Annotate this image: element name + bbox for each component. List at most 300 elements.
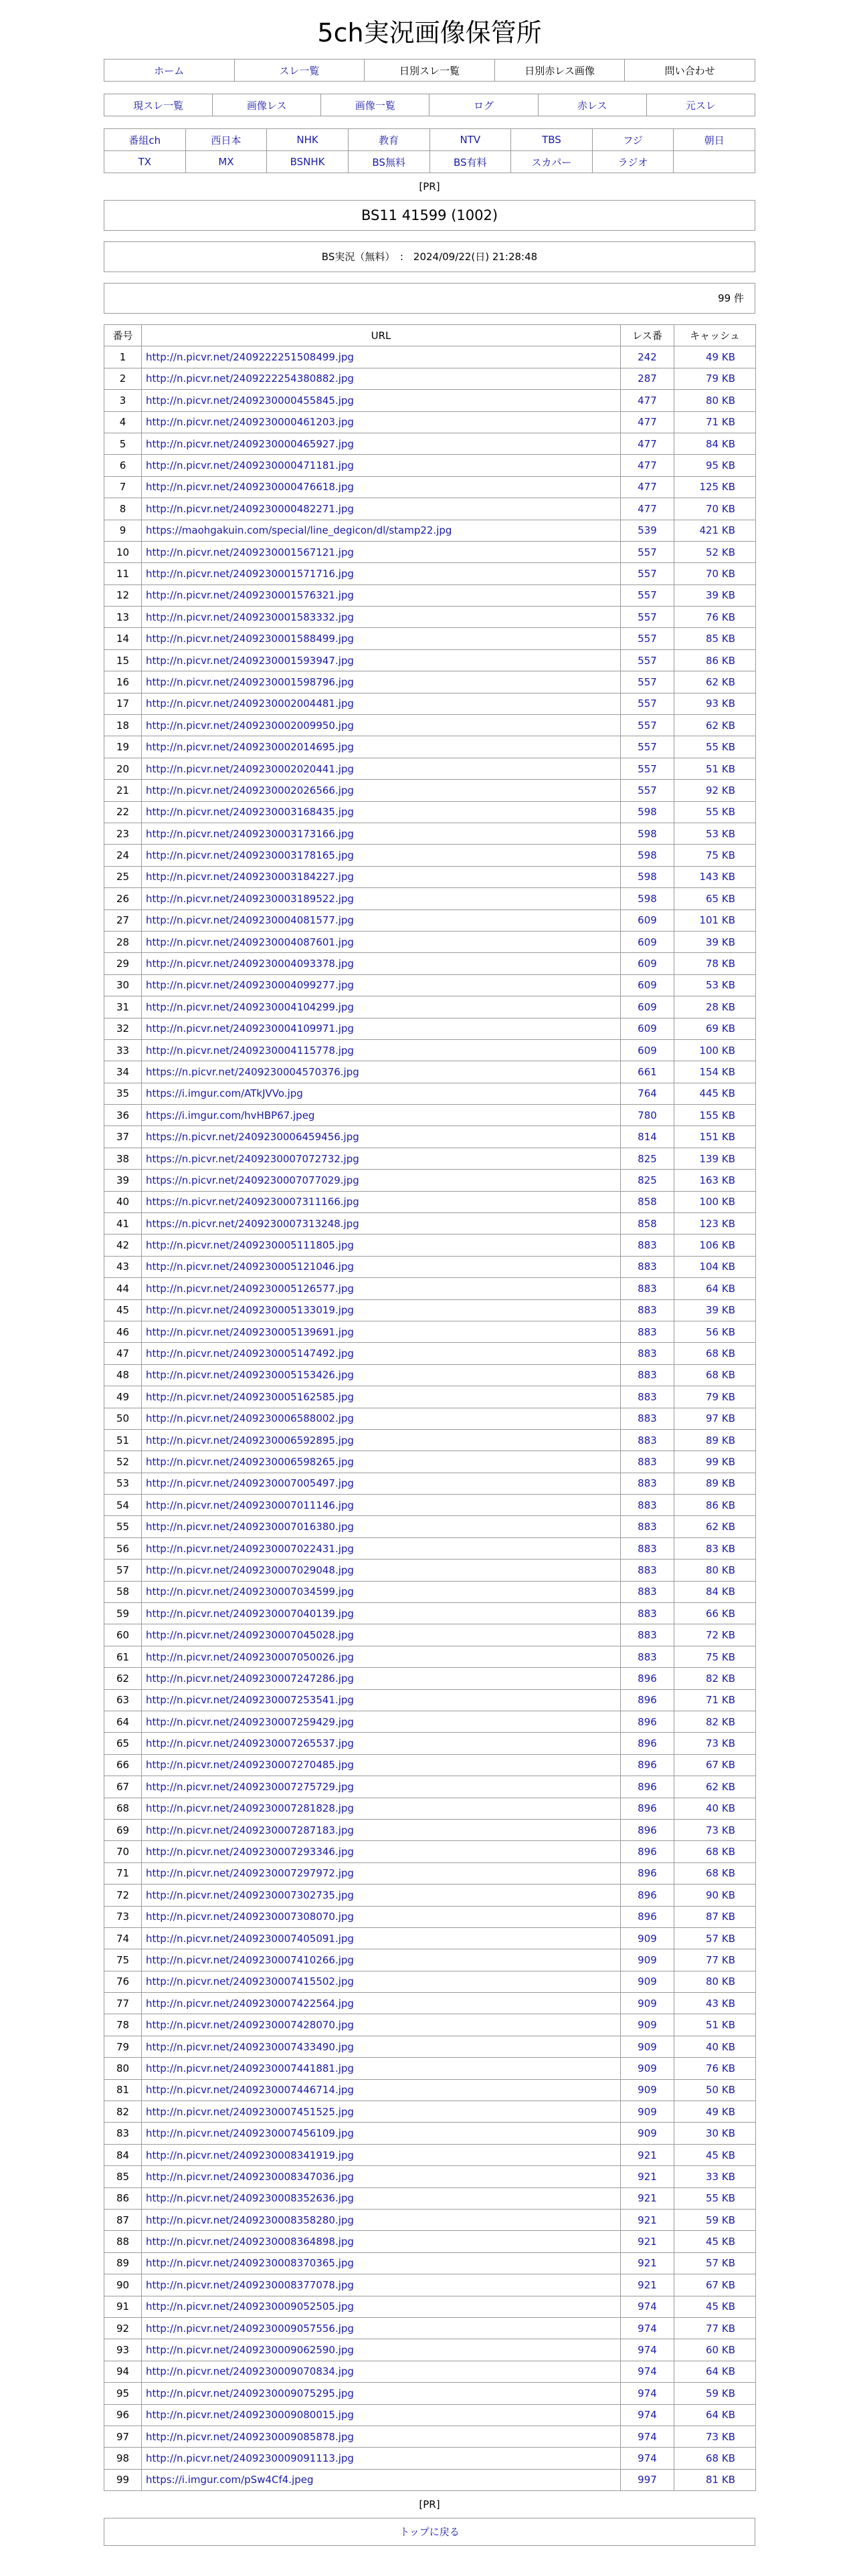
row-cache-link[interactable]: 81 KB xyxy=(674,2469,756,2490)
row-url-cell[interactable] xyxy=(142,1624,621,1646)
row-url-cell[interactable] xyxy=(142,628,621,649)
row-res-link[interactable]: 609 xyxy=(621,996,674,1018)
row-url-link[interactable]: http://n.picvr.net/2409230005126577.jpg xyxy=(146,1282,354,1295)
row-cache-link[interactable]: 125 KB xyxy=(674,476,756,498)
row-res-link[interactable]: 858 xyxy=(621,1213,674,1235)
row-cache-link[interactable]: 45 KB xyxy=(674,2144,756,2165)
row-cache-link[interactable]: 68 KB xyxy=(674,1841,756,1862)
nav-item-cell[interactable] xyxy=(321,94,430,116)
row-url-link[interactable]: http://n.picvr.net/2409230007034599.jpg xyxy=(146,1586,354,1598)
row-res-link[interactable]: 921 xyxy=(621,2187,674,2209)
row-res-link[interactable]: 896 xyxy=(621,1689,674,1711)
row-url-link[interactable]: https://n.picvr.net/2409230007311166.jpg xyxy=(146,1196,359,1208)
nav-item-link[interactable]: 画像一覧 xyxy=(355,99,395,112)
row-url-link[interactable]: http://n.picvr.net/2409230002004481.jpg xyxy=(146,697,354,710)
row-res-link[interactable]: 974 xyxy=(621,2361,674,2382)
row-cache-link[interactable]: 421 KB xyxy=(674,520,756,541)
row-url-cell[interactable] xyxy=(142,584,621,606)
row-cache-link[interactable]: 65 KB xyxy=(674,888,756,909)
row-res-link[interactable]: 909 xyxy=(621,1949,674,1971)
row-url-cell[interactable] xyxy=(142,455,621,476)
nav-item-link[interactable]: 日別スレ一覧 xyxy=(399,64,460,77)
row-url-link[interactable]: http://n.picvr.net/2409230007270485.jpg xyxy=(146,1759,354,1772)
row-url-cell[interactable] xyxy=(142,1256,621,1277)
row-url-link[interactable]: http://n.picvr.net/2409230002026566.jpg xyxy=(146,784,354,796)
row-res-link[interactable]: 883 xyxy=(621,1473,674,1494)
row-res-link[interactable]: 598 xyxy=(621,845,674,866)
channel-item-cell[interactable] xyxy=(185,151,267,173)
row-url-cell[interactable] xyxy=(142,411,621,433)
nav-item-cell[interactable] xyxy=(104,94,213,116)
row-res-link[interactable]: 609 xyxy=(621,931,674,952)
row-cache-link[interactable]: 51 KB xyxy=(674,2014,756,2036)
row-cache-link[interactable]: 139 KB xyxy=(674,1148,756,1169)
row-url-cell[interactable] xyxy=(142,736,621,758)
row-url-link[interactable]: http://n.picvr.net/2409230008358280.jpg xyxy=(146,2214,354,2226)
row-url-cell[interactable] xyxy=(142,541,621,562)
row-res-link[interactable]: 921 xyxy=(621,2144,674,2165)
row-url-cell[interactable] xyxy=(142,1776,621,1798)
row-res-link[interactable]: 539 xyxy=(621,520,674,541)
row-cache-link[interactable]: 69 KB xyxy=(674,1018,756,1039)
row-url-cell[interactable] xyxy=(142,1126,621,1148)
row-url-link[interactable]: http://n.picvr.net/2409230001583332.jpg xyxy=(146,611,354,623)
channel-item-link[interactable]: MX xyxy=(218,156,234,168)
row-url-cell[interactable] xyxy=(142,1278,621,1299)
channel-item-link[interactable]: ラジオ xyxy=(617,156,648,169)
row-res-link[interactable]: 477 xyxy=(621,390,674,411)
row-url-link[interactable]: http://n.picvr.net/2409230000465927.jpg xyxy=(146,437,354,450)
row-url-cell[interactable] xyxy=(142,2448,621,2469)
row-res-link[interactable]: 921 xyxy=(621,2166,674,2187)
row-res-link[interactable]: 287 xyxy=(621,368,674,389)
row-url-link[interactable]: http://n.picvr.net/2409230004093378.jpg xyxy=(146,958,354,970)
row-res-link[interactable]: 242 xyxy=(621,346,674,368)
row-url-link[interactable]: http://n.picvr.net/2409230000471181.jpg xyxy=(146,459,354,472)
channel-item-link[interactable]: フジ xyxy=(623,134,643,146)
row-url-link[interactable]: http://n.picvr.net/2409230009070834.jpg xyxy=(146,2365,354,2378)
row-res-link[interactable]: 764 xyxy=(621,1083,674,1104)
row-cache-link[interactable]: 40 KB xyxy=(674,1798,756,1819)
row-cache-link[interactable]: 82 KB xyxy=(674,1668,756,1689)
row-url-cell[interactable] xyxy=(142,1798,621,1819)
nav-item-cell[interactable] xyxy=(538,94,646,116)
row-res-link[interactable]: 974 xyxy=(621,2404,674,2426)
row-res-link[interactable]: 896 xyxy=(621,1862,674,1884)
row-cache-link[interactable]: 68 KB xyxy=(674,1343,756,1364)
row-res-link[interactable]: 974 xyxy=(621,2339,674,2361)
row-res-link[interactable]: 921 xyxy=(621,2274,674,2296)
row-res-link[interactable]: 661 xyxy=(621,1061,674,1083)
row-res-link[interactable]: 883 xyxy=(621,1408,674,1429)
row-res-link[interactable]: 557 xyxy=(621,671,674,693)
row-url-cell[interactable] xyxy=(142,1603,621,1624)
row-cache-link[interactable]: 86 KB xyxy=(674,649,756,671)
row-url-link[interactable]: http://n.picvr.net/2409230007040139.jpg xyxy=(146,1607,354,1620)
row-url-cell[interactable] xyxy=(142,498,621,520)
row-url-link[interactable]: http://n.picvr.net/2409230007281828.jpg xyxy=(146,1802,354,1815)
row-res-link[interactable]: 477 xyxy=(621,433,674,454)
row-res-link[interactable]: 909 xyxy=(621,2014,674,2036)
channel-item-link[interactable]: NTV xyxy=(460,134,481,146)
row-cache-link[interactable]: 62 KB xyxy=(674,1776,756,1798)
row-cache-link[interactable]: 51 KB xyxy=(674,758,756,779)
channel-item-cell[interactable] xyxy=(348,129,430,151)
row-url-cell[interactable] xyxy=(142,1429,621,1451)
row-cache-link[interactable]: 97 KB xyxy=(674,1408,756,1429)
row-url-cell[interactable] xyxy=(142,390,621,411)
row-url-cell[interactable] xyxy=(142,1105,621,1126)
row-res-link[interactable]: 477 xyxy=(621,498,674,520)
row-url-cell[interactable] xyxy=(142,2101,621,2123)
row-cache-link[interactable]: 154 KB xyxy=(674,1061,756,1083)
row-url-link[interactable]: http://n.picvr.net/2409230008370365.jpg xyxy=(146,2257,354,2270)
row-url-link[interactable]: http://n.picvr.net/2409230002014695.jpg xyxy=(146,741,354,754)
row-res-link[interactable]: 477 xyxy=(621,455,674,476)
row-cache-link[interactable]: 70 KB xyxy=(674,498,756,520)
row-res-link[interactable]: 883 xyxy=(621,1343,674,1364)
row-cache-link[interactable]: 68 KB xyxy=(674,1364,756,1386)
row-res-link[interactable]: 883 xyxy=(621,1451,674,1473)
row-cache-link[interactable]: 100 KB xyxy=(674,1191,756,1212)
nav-item-cell[interactable] xyxy=(646,94,755,116)
row-res-link[interactable]: 997 xyxy=(621,2469,674,2490)
row-url-cell[interactable] xyxy=(142,1364,621,1386)
row-url-link[interactable]: http://n.picvr.net/2409230009091113.jpg xyxy=(146,2452,354,2464)
channel-item-cell[interactable] xyxy=(267,129,349,151)
row-cache-link[interactable]: 89 KB xyxy=(674,1473,756,1494)
nav-item-cell[interactable] xyxy=(104,60,235,82)
row-res-link[interactable]: 557 xyxy=(621,780,674,801)
nav-item-link[interactable]: 現スレ一覧 xyxy=(133,99,184,112)
row-res-link[interactable]: 883 xyxy=(621,1321,674,1342)
row-res-link[interactable]: 883 xyxy=(621,1256,674,1277)
row-url-cell[interactable] xyxy=(142,649,621,671)
row-cache-link[interactable]: 99 KB xyxy=(674,1451,756,1473)
row-url-link[interactable]: http://n.picvr.net/2409230005147492.jpg xyxy=(146,1348,354,1360)
row-cache-link[interactable]: 79 KB xyxy=(674,1386,756,1408)
row-cache-link[interactable]: 90 KB xyxy=(674,1885,756,1906)
row-cache-link[interactable]: 59 KB xyxy=(674,2383,756,2404)
row-res-link[interactable]: 909 xyxy=(621,1927,674,1949)
row-url-cell[interactable] xyxy=(142,1191,621,1212)
row-res-link[interactable]: 780 xyxy=(621,1105,674,1126)
row-cache-link[interactable]: 53 KB xyxy=(674,974,756,996)
row-url-cell[interactable] xyxy=(142,2187,621,2209)
row-cache-link[interactable]: 80 KB xyxy=(674,1971,756,1992)
row-url-link[interactable]: http://n.picvr.net/2409230008377078.jpg xyxy=(146,2278,354,2291)
row-url-cell[interactable] xyxy=(142,1321,621,1342)
row-url-link[interactable]: http://n.picvr.net/2409230003173166.jpg xyxy=(146,827,354,840)
channel-item-link[interactable]: BSNHK xyxy=(290,156,325,168)
row-url-link[interactable]: http://n.picvr.net/2409222251508499.jpg xyxy=(146,351,354,364)
row-url-link[interactable]: http://n.picvr.net/2409230002009950.jpg xyxy=(146,719,354,732)
row-cache-link[interactable]: 68 KB xyxy=(674,1862,756,1884)
row-url-cell[interactable] xyxy=(142,780,621,801)
row-url-cell[interactable] xyxy=(142,1819,621,1840)
row-url-cell[interactable] xyxy=(142,2209,621,2230)
row-url-cell[interactable] xyxy=(142,1906,621,1927)
row-res-link[interactable]: 825 xyxy=(621,1170,674,1191)
channel-item-link[interactable]: TBS xyxy=(542,134,561,146)
row-cache-link[interactable]: 106 KB xyxy=(674,1235,756,1256)
row-url-link[interactable]: http://n.picvr.net/2409230005162585.jpg xyxy=(146,1390,354,1403)
row-cache-link[interactable]: 30 KB xyxy=(674,2123,756,2144)
row-url-cell[interactable] xyxy=(142,2469,621,2490)
row-res-link[interactable]: 609 xyxy=(621,953,674,974)
row-url-cell[interactable] xyxy=(142,1689,621,1711)
row-url-link[interactable]: http://n.picvr.net/2409230003184227.jpg xyxy=(146,871,354,883)
row-res-link[interactable]: 883 xyxy=(621,1364,674,1386)
row-cache-link[interactable]: 95 KB xyxy=(674,455,756,476)
row-url-cell[interactable] xyxy=(142,1495,621,1516)
row-res-link[interactable]: 609 xyxy=(621,1018,674,1039)
row-cache-link[interactable]: 151 KB xyxy=(674,1126,756,1148)
row-url-link[interactable]: http://n.picvr.net/2409230004109971.jpg xyxy=(146,1023,354,1035)
row-url-cell[interactable] xyxy=(142,2252,621,2274)
channel-item-cell[interactable] xyxy=(511,151,593,173)
row-cache-link[interactable]: 72 KB xyxy=(674,1624,756,1646)
row-res-link[interactable]: 974 xyxy=(621,2426,674,2447)
row-cache-link[interactable]: 66 KB xyxy=(674,1603,756,1624)
row-cache-link[interactable]: 39 KB xyxy=(674,584,756,606)
row-res-link[interactable]: 896 xyxy=(621,1733,674,1754)
row-cache-link[interactable]: 39 KB xyxy=(674,1299,756,1321)
row-res-link[interactable]: 814 xyxy=(621,1126,674,1148)
channel-item-link[interactable]: BS有料 xyxy=(454,156,487,169)
row-cache-link[interactable]: 45 KB xyxy=(674,2296,756,2317)
row-url-link[interactable]: http://n.picvr.net/2409230007253541.jpg xyxy=(146,1694,354,1707)
row-url-cell[interactable] xyxy=(142,2404,621,2426)
row-cache-link[interactable]: 123 KB xyxy=(674,1213,756,1235)
row-url-cell[interactable] xyxy=(142,1993,621,2014)
row-url-link[interactable]: https://n.picvr.net/2409230007077029.jpg xyxy=(146,1174,359,1186)
row-cache-link[interactable]: 55 KB xyxy=(674,736,756,758)
row-url-link[interactable]: http://n.picvr.net/2409230004099277.jpg xyxy=(146,979,354,992)
row-url-cell[interactable] xyxy=(142,1516,621,1537)
row-cache-link[interactable]: 85 KB xyxy=(674,628,756,649)
row-cache-link[interactable]: 57 KB xyxy=(674,1927,756,1949)
channel-item-link[interactable]: 朝日 xyxy=(704,134,725,146)
channel-item-cell[interactable] xyxy=(511,129,593,151)
row-url-link[interactable]: http://n.picvr.net/2409222254380882.jpg xyxy=(146,372,354,385)
row-url-link[interactable]: http://n.picvr.net/2409230004087601.jpg xyxy=(146,936,354,948)
row-url-cell[interactable] xyxy=(142,996,621,1018)
row-res-link[interactable]: 921 xyxy=(621,2209,674,2230)
row-url-link[interactable]: http://n.picvr.net/2409230007451525.jpg xyxy=(146,2105,354,2118)
row-cache-link[interactable]: 84 KB xyxy=(674,1581,756,1602)
row-url-link[interactable]: http://n.picvr.net/2409230007287183.jpg xyxy=(146,1824,354,1836)
row-cache-link[interactable]: 77 KB xyxy=(674,1949,756,1971)
row-res-link[interactable]: 921 xyxy=(621,2252,674,2274)
row-res-link[interactable]: 883 xyxy=(621,1299,674,1321)
row-url-link[interactable]: http://n.picvr.net/2409230001588499.jpg xyxy=(146,633,354,645)
row-url-cell[interactable] xyxy=(142,801,621,823)
row-res-link[interactable]: 883 xyxy=(621,1278,674,1299)
row-url-link[interactable]: http://n.picvr.net/2409230001567121.jpg xyxy=(146,546,354,558)
row-res-link[interactable]: 598 xyxy=(621,888,674,909)
row-url-cell[interactable] xyxy=(142,433,621,454)
channel-item-cell[interactable] xyxy=(104,151,186,173)
row-url-link[interactable]: http://n.picvr.net/2409230009052505.jpg xyxy=(146,2300,354,2313)
row-url-cell[interactable] xyxy=(142,758,621,779)
row-url-cell[interactable] xyxy=(142,1927,621,1949)
row-cache-link[interactable]: 163 KB xyxy=(674,1170,756,1191)
row-url-link[interactable]: http://n.picvr.net/2409230009075295.jpg xyxy=(146,2387,354,2399)
row-res-link[interactable]: 883 xyxy=(621,1560,674,1581)
row-url-cell[interactable] xyxy=(142,1083,621,1104)
nav-item-link[interactable]: 画像レス xyxy=(246,99,287,112)
row-res-link[interactable]: 557 xyxy=(621,563,674,584)
channel-item-link[interactable]: TX xyxy=(138,156,152,168)
row-url-link[interactable]: http://n.picvr.net/2409230003168435.jpg xyxy=(146,806,354,819)
row-url-link[interactable]: http://n.picvr.net/2409230007456109.jpg xyxy=(146,2127,354,2140)
row-cache-link[interactable]: 92 KB xyxy=(674,780,756,801)
row-url-cell[interactable] xyxy=(142,368,621,389)
row-url-link[interactable]: http://n.picvr.net/2409230007011146.jpg xyxy=(146,1499,354,1511)
row-res-link[interactable]: 557 xyxy=(621,649,674,671)
row-url-link[interactable]: https://i.imgur.com/pSw4Cf4.jpeg xyxy=(146,2474,314,2486)
row-cache-link[interactable]: 75 KB xyxy=(674,1646,756,1667)
row-url-link[interactable]: http://n.picvr.net/2409230007302735.jpg xyxy=(146,1889,354,1901)
row-url-cell[interactable] xyxy=(142,1408,621,1429)
row-res-link[interactable]: 557 xyxy=(621,715,674,736)
row-url-cell[interactable] xyxy=(142,2383,621,2404)
row-url-link[interactable]: http://n.picvr.net/2409230006598265.jpg xyxy=(146,1456,354,1468)
row-res-link[interactable]: 883 xyxy=(621,1646,674,1667)
row-url-cell[interactable] xyxy=(142,2426,621,2447)
row-url-cell[interactable] xyxy=(142,1213,621,1235)
row-url-link[interactable]: http://n.picvr.net/2409230000461203.jpg xyxy=(146,416,354,429)
row-url-link[interactable]: http://n.picvr.net/2409230008352636.jpg xyxy=(146,2192,354,2205)
row-cache-link[interactable]: 73 KB xyxy=(674,1733,756,1754)
row-url-cell[interactable] xyxy=(142,1537,621,1559)
row-res-link[interactable]: 598 xyxy=(621,823,674,844)
row-url-cell[interactable] xyxy=(142,845,621,866)
nav-item-cell[interactable] xyxy=(430,94,538,116)
row-url-link[interactable]: http://n.picvr.net/2409230003178165.jpg xyxy=(146,849,354,862)
nav-item-link[interactable]: 元スレ xyxy=(685,99,716,112)
row-res-link[interactable]: 557 xyxy=(621,736,674,758)
channel-item-link[interactable]: NHK xyxy=(296,134,318,146)
row-url-link[interactable]: http://n.picvr.net/2409230002020441.jpg xyxy=(146,762,354,775)
row-url-cell[interactable] xyxy=(142,520,621,541)
row-res-link[interactable]: 477 xyxy=(621,476,674,498)
row-cache-link[interactable]: 82 KB xyxy=(674,1711,756,1733)
row-url-cell[interactable] xyxy=(142,693,621,714)
row-url-link[interactable]: http://n.picvr.net/2409230007050026.jpg xyxy=(146,1650,354,1663)
row-url-cell[interactable] xyxy=(142,2123,621,2144)
channel-item-cell[interactable] xyxy=(185,129,267,151)
row-cache-link[interactable]: 53 KB xyxy=(674,823,756,844)
row-url-link[interactable]: http://n.picvr.net/2409230001598796.jpg xyxy=(146,675,354,688)
row-cache-link[interactable]: 84 KB xyxy=(674,433,756,454)
row-cache-link[interactable]: 76 KB xyxy=(674,607,756,628)
row-url-link[interactable]: https://n.picvr.net/2409230004570376.jpg xyxy=(146,1065,359,1078)
row-res-link[interactable]: 909 xyxy=(621,2036,674,2057)
row-cache-link[interactable]: 64 KB xyxy=(674,2361,756,2382)
row-cache-link[interactable]: 68 KB xyxy=(674,2448,756,2469)
row-url-link[interactable]: http://n.picvr.net/2409230007415502.jpg xyxy=(146,1975,354,1988)
row-url-cell[interactable] xyxy=(142,2361,621,2382)
row-cache-link[interactable]: 83 KB xyxy=(674,1537,756,1559)
row-res-link[interactable]: 598 xyxy=(621,866,674,887)
row-cache-link[interactable]: 101 KB xyxy=(674,909,756,931)
nav-item-cell[interactable] xyxy=(494,60,625,82)
row-url-link[interactable]: https://n.picvr.net/2409230007072732.jpg xyxy=(146,1152,359,1165)
row-res-link[interactable]: 883 xyxy=(621,1235,674,1256)
row-url-link[interactable]: http://n.picvr.net/2409230004081577.jpg xyxy=(146,914,354,927)
row-cache-link[interactable]: 80 KB xyxy=(674,390,756,411)
row-res-link[interactable]: 557 xyxy=(621,628,674,649)
row-res-link[interactable]: 896 xyxy=(621,1711,674,1733)
row-url-cell[interactable] xyxy=(142,1061,621,1083)
row-url-cell[interactable] xyxy=(142,1299,621,1321)
row-res-link[interactable]: 883 xyxy=(621,1429,674,1451)
row-cache-link[interactable]: 71 KB xyxy=(674,1689,756,1711)
row-url-link[interactable]: https://maohgakuin.com/special/line_degicon/dl/stamp22.jpg xyxy=(146,524,452,537)
row-cache-link[interactable]: 45 KB xyxy=(674,2231,756,2252)
row-url-link[interactable]: http://n.picvr.net/2409230001593947.jpg xyxy=(146,654,354,667)
row-res-link[interactable]: 909 xyxy=(621,2123,674,2144)
row-cache-link[interactable]: 56 KB xyxy=(674,1321,756,1342)
channel-item-cell[interactable] xyxy=(267,151,349,173)
row-res-link[interactable]: 896 xyxy=(621,1885,674,1906)
row-url-cell[interactable] xyxy=(142,1343,621,1364)
row-url-cell[interactable] xyxy=(142,1039,621,1061)
row-url-cell[interactable] xyxy=(142,953,621,974)
row-url-cell[interactable] xyxy=(142,931,621,952)
row-url-cell[interactable] xyxy=(142,607,621,628)
row-url-link[interactable]: http://n.picvr.net/2409230007275729.jpg xyxy=(146,1780,354,1793)
row-url-cell[interactable] xyxy=(142,1733,621,1754)
row-cache-link[interactable]: 87 KB xyxy=(674,1906,756,1927)
row-url-cell[interactable] xyxy=(142,476,621,498)
row-res-link[interactable]: 883 xyxy=(621,1495,674,1516)
row-url-cell[interactable] xyxy=(142,909,621,931)
row-url-link[interactable]: http://n.picvr.net/2409230004115778.jpg xyxy=(146,1044,354,1057)
row-res-link[interactable]: 909 xyxy=(621,2101,674,2123)
row-url-link[interactable]: http://n.picvr.net/2409230001576321.jpg xyxy=(146,589,354,602)
row-url-link[interactable]: http://n.picvr.net/2409230007045028.jpg xyxy=(146,1629,354,1642)
row-url-cell[interactable] xyxy=(142,2231,621,2252)
row-url-cell[interactable] xyxy=(142,974,621,996)
row-cache-link[interactable]: 80 KB xyxy=(674,1560,756,1581)
row-url-cell[interactable] xyxy=(142,888,621,909)
channel-item-link[interactable]: BS無料 xyxy=(372,156,405,169)
row-res-link[interactable]: 883 xyxy=(621,1537,674,1559)
row-url-cell[interactable] xyxy=(142,1148,621,1169)
row-res-link[interactable]: 883 xyxy=(621,1386,674,1408)
row-url-link[interactable]: https://n.picvr.net/2409230006459456.jpg xyxy=(146,1131,359,1144)
channel-item-cell[interactable] xyxy=(430,151,511,173)
row-url-link[interactable]: http://n.picvr.net/2409230007247286.jpg xyxy=(146,1672,354,1685)
row-url-cell[interactable] xyxy=(142,1018,621,1039)
row-cache-link[interactable]: 86 KB xyxy=(674,1495,756,1516)
row-res-link[interactable]: 896 xyxy=(621,1668,674,1689)
row-res-link[interactable]: 909 xyxy=(621,1993,674,2014)
row-cache-link[interactable]: 62 KB xyxy=(674,671,756,693)
channel-item-cell[interactable] xyxy=(674,129,755,151)
row-url-link[interactable]: http://n.picvr.net/2409230005139691.jpg xyxy=(146,1325,354,1338)
row-cache-link[interactable]: 155 KB xyxy=(674,1105,756,1126)
row-cache-link[interactable]: 49 KB xyxy=(674,2101,756,2123)
row-url-cell[interactable] xyxy=(142,671,621,693)
row-url-cell[interactable] xyxy=(142,1170,621,1191)
row-url-cell[interactable] xyxy=(142,823,621,844)
channel-item-cell[interactable] xyxy=(592,151,674,173)
row-cache-link[interactable]: 143 KB xyxy=(674,866,756,887)
